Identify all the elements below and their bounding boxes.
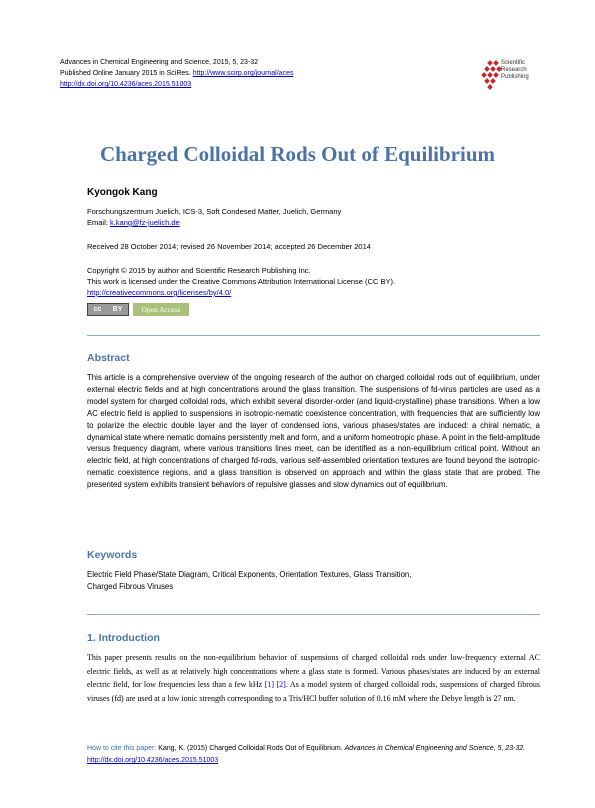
citation-footer: How to cite this paper: Kang, K. (2015) Charged Colloidal Rods Out of Equilibrium. Advances in Chemical Engineering and Science, 5, 23-32. http://dx.doi.org/10.4236/aces.2015.51003 [87,745,526,764]
logo-diamond [487,84,493,90]
abstract-text: This article is a comprehensive overview of the ongoing research of the author on charged colloidal rods out of equilibrium, under external electric fields and at high concentrations around the glass transition. The suspensions of fd-virus particles are used as a model system for charged colloidal rods, which exhibit several disorder-order (and liquid-crystalline) phase transitions. When a low AC electric field is applied to suspensions in isotropic-nematic coexistence concentration, with frequencies that are sufficiently low to polarize the electric double layer and the layer of condensed ions, various phases/states are induced: a chiral nematic, a dynamical state where nematic domains persistently melt and form, and a uniform homeotropic phase. A point in the field-amplitude versus frequency diagram, where various transitions lines meet, can be identified as a non-equilibrium critical point. Without an electric field, at high concentrations of charged fd-rods, various self-assembled orientation textures are found beyond the isotropic-nematic coexistence regions, and a glass transition is observed on approach and within the glass state that are probed. The presented system exhibits transient behaviors of repulsive glasses and slow dynamics out of equilibrium. [87,373,540,490]
open-access-badge[interactable]: Open Access [133,303,189,316]
abstract-heading: Abstract [87,352,130,364]
license-statement: This work is licensed under the Creative Commons Attribution International License (CC BY). [87,277,396,286]
author-name: Kyongok Kang [87,187,158,198]
logo-diamond [490,66,496,72]
logo-diamond [481,72,487,78]
footer-doi-link[interactable]: http://dx.doi.org/10.4236/aces.2015.51003 [87,757,219,764]
cc-by-icon[interactable]: cc BY [87,303,129,316]
logo-text: Scientific Research Publishing [501,60,529,80]
logo-diamond [484,66,490,72]
keywords-heading: Keywords [87,549,138,561]
logo-diamond [490,78,496,84]
keywords-text: Electric Field Phase/State Diagram, Critical Exponents, Orientation Textures, Glass Transition, Charged Fibrous Viruses [87,570,412,591]
reference-link[interactable]: [2] [276,680,286,689]
email-link[interactable]: k.kang@fz-juelich.de [109,218,180,227]
logo-diamond [487,72,493,78]
cite-label: How to cite this paper: [87,745,157,752]
reference-link[interactable]: [1] [264,680,275,689]
divider [87,614,540,615]
author-email: Email: k.kang@fz-juelich.de [87,218,180,227]
journal-line: Advances in Chemical Engineering and Science, 2015, 5, 23-32 [60,59,259,66]
introduction-heading: 1. Introduction [87,632,160,644]
license-url [87,287,231,298]
published-line: Published Online January 2015 in SciRes. http://www.scirp.org/journal/aces [60,70,294,77]
license-link[interactable]: http://creativecommons.org/licenses/by/4.0/ [87,288,232,297]
paper-title: Charged Colloidal Rods Out of Equilibrium [100,142,495,166]
author-affiliation: Forschungszentrum Juelich, ICS-3, Soft Condesed Matter, Juelich, Germany [87,207,342,216]
license-badges [87,303,189,316]
logo-diamond [487,60,493,66]
introduction-text: This paper presents results on the non-equilibrium behavior of suspensions of charged colloidal rods under low-frequency external AC electric fields, as well as at relatively high concentrations where a glass state is formed. Various phases/states are induced by an external electric field, for low frequencies less than a few kHz [1] [2]. As a model system of charged colloidal rods, suspensions of charged fibrous viruses (fd) are used at a low ionic strength corresponding to a Tris/HCl buffer solution of 0.16 mM where the Debye length is 27 nm. [87,653,540,703]
journal-header [60,57,293,90]
logo-diamond [493,72,499,78]
logo-diamond [493,60,499,66]
logo-diamond [484,78,490,84]
divider [87,335,540,336]
journal-url-link[interactable]: http://www.scirp.org/journal/aces [192,70,294,77]
doi-link[interactable]: http://dx.doi.org/10.4236/aces.2015.51003 [60,81,192,88]
received-dates: Received 28 October 2014; revised 26 November 2014; accepted 26 December 2014 [87,242,371,251]
copyright-line: Copyright © 2015 by author and Scientific Research Publishing Inc. [87,266,311,275]
